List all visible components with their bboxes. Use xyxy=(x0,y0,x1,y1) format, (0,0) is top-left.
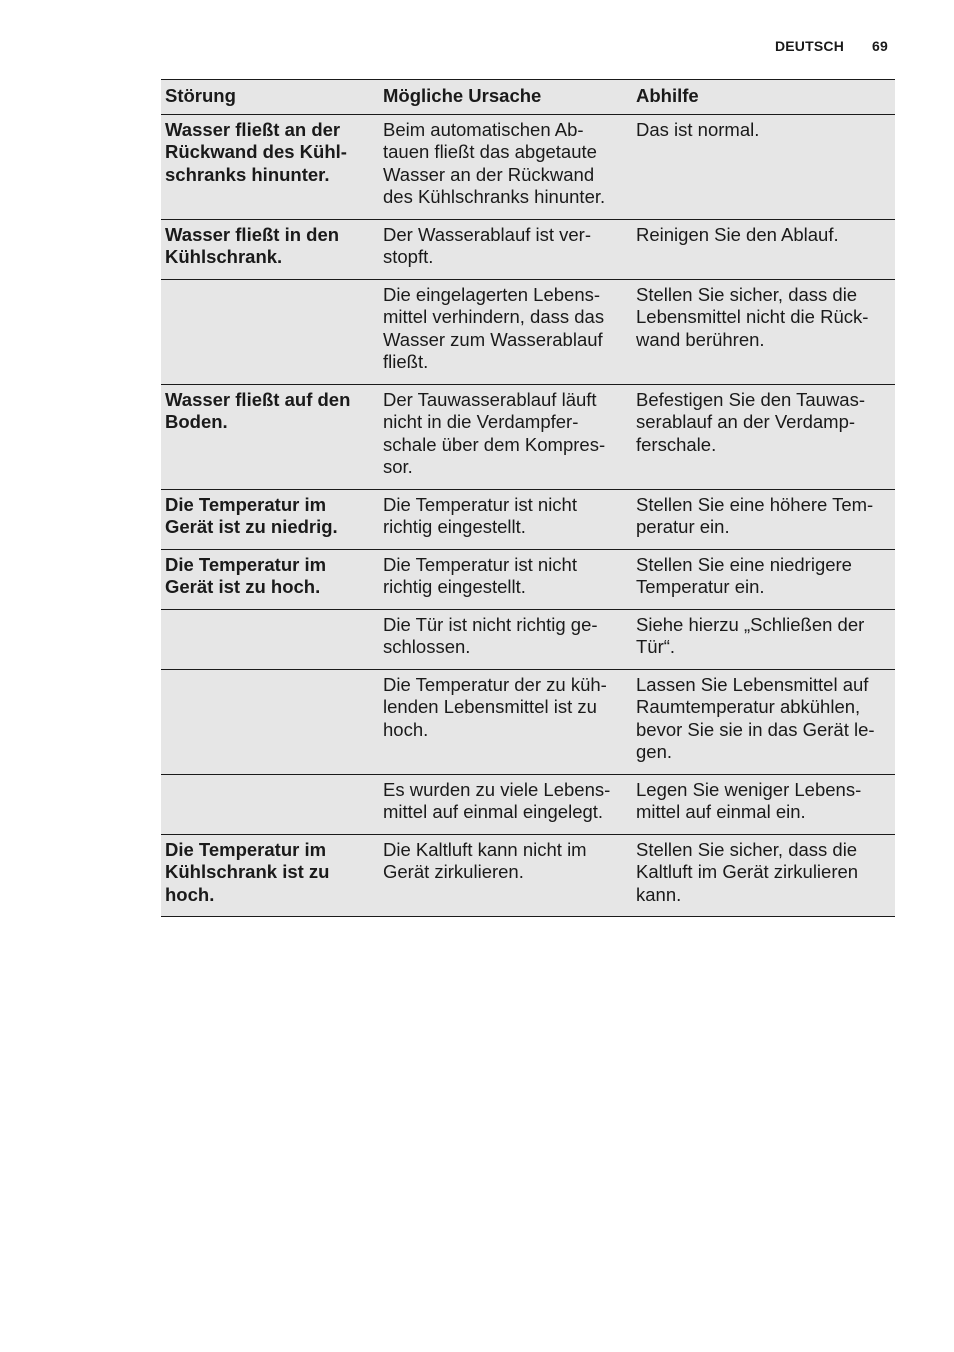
table-row xyxy=(161,834,895,917)
remedy-cell: Legen Sie weniger Lebens-mittel auf einmal ein. xyxy=(632,774,895,834)
remedy-cell: Reinigen Sie den Ablauf. xyxy=(632,219,895,279)
troubleshooting-table xyxy=(161,79,895,917)
table-row xyxy=(161,279,895,384)
cause-cell: Die Tür ist nicht richtig ge-schlossen. xyxy=(379,609,632,669)
column-header-cause: Mögliche Ursache xyxy=(379,80,632,115)
cause-cell: Die eingelagerten Lebens-mittel verhindern, dass das Wasser zum Wasserablauf fließt. xyxy=(379,279,632,384)
problem-cell: Die Temperatur im Gerät ist zu hoch. xyxy=(161,549,379,609)
remedy-cell: Stellen Sie sicher, dass die Lebensmittel nicht die Rück-wand berühren. xyxy=(632,279,895,384)
remedy-cell: Lassen Sie Lebensmittel auf Raumtemperatur abkühlen, bevor Sie sie in das Gerät le-gen. xyxy=(632,669,895,774)
problem-cell xyxy=(161,774,379,834)
cause-cell: Die Temperatur ist nicht richtig eingestellt. xyxy=(379,549,632,609)
column-header-problem: Störung xyxy=(161,80,379,115)
problem-cell xyxy=(161,609,379,669)
cause-cell: Es wurden zu viele Lebens-mittel auf einmal eingelegt. xyxy=(379,774,632,834)
header-language: DEUTSCH xyxy=(774,38,845,54)
remedy-cell: Das ist normal. xyxy=(632,114,895,219)
problem-cell: Wasser fließt auf den Boden. xyxy=(161,384,379,489)
remedy-cell: Stellen Sie eine höhere Tem-peratur ein. xyxy=(632,489,895,549)
table-row xyxy=(161,489,895,549)
remedy-cell: Befestigen Sie den Tauwas-serablauf an der Verdamp-ferschale. xyxy=(632,384,895,489)
page-number: 69 xyxy=(872,38,888,54)
table-row xyxy=(161,669,895,774)
cause-cell: Der Tauwasserablauf läuft nicht in die Verdampfer-schale über dem Kompres-sor. xyxy=(379,384,632,489)
problem-cell: Wasser fließt in den Kühlschrank. xyxy=(161,219,379,279)
remedy-cell: Siehe hierzu „Schließen der Tür“. xyxy=(632,609,895,669)
remedy-cell: Stellen Sie eine niedrigere Temperatur ein. xyxy=(632,549,895,609)
page-header xyxy=(775,38,888,54)
table-row xyxy=(161,549,895,609)
table-row xyxy=(161,384,895,489)
cause-cell: Die Temperatur der zu küh-lenden Lebensmittel ist zu hoch. xyxy=(379,669,632,774)
problem-cell: Die Temperatur im Kühlschrank ist zu hoch. xyxy=(161,834,379,917)
troubleshooting-table-container xyxy=(161,79,895,917)
table-header-row xyxy=(161,80,895,115)
table-row xyxy=(161,774,895,834)
remedy-cell: Stellen Sie sicher, dass die Kaltluft im Gerät zirkulieren kann. xyxy=(632,834,895,917)
table-row xyxy=(161,114,895,219)
cause-cell: Beim automatischen Ab-tauen fließt das abgetaute Wasser an der Rückwand des Kühlschranks hinunter. xyxy=(379,114,632,219)
problem-cell xyxy=(161,279,379,384)
cause-cell: Die Temperatur ist nicht richtig eingestellt. xyxy=(379,489,632,549)
cause-cell: Der Wasserablauf ist ver-stopft. xyxy=(379,219,632,279)
table-row xyxy=(161,609,895,669)
problem-cell: Die Temperatur im Gerät ist zu niedrig. xyxy=(161,489,379,549)
cause-cell: Die Kaltluft kann nicht im Gerät zirkulieren. xyxy=(379,834,632,917)
problem-cell xyxy=(161,669,379,774)
table-row xyxy=(161,219,895,279)
problem-cell: Wasser fließt an der Rückwand des Kühl-schranks hinunter. xyxy=(161,114,379,219)
column-header-remedy: Abhilfe xyxy=(632,80,895,115)
